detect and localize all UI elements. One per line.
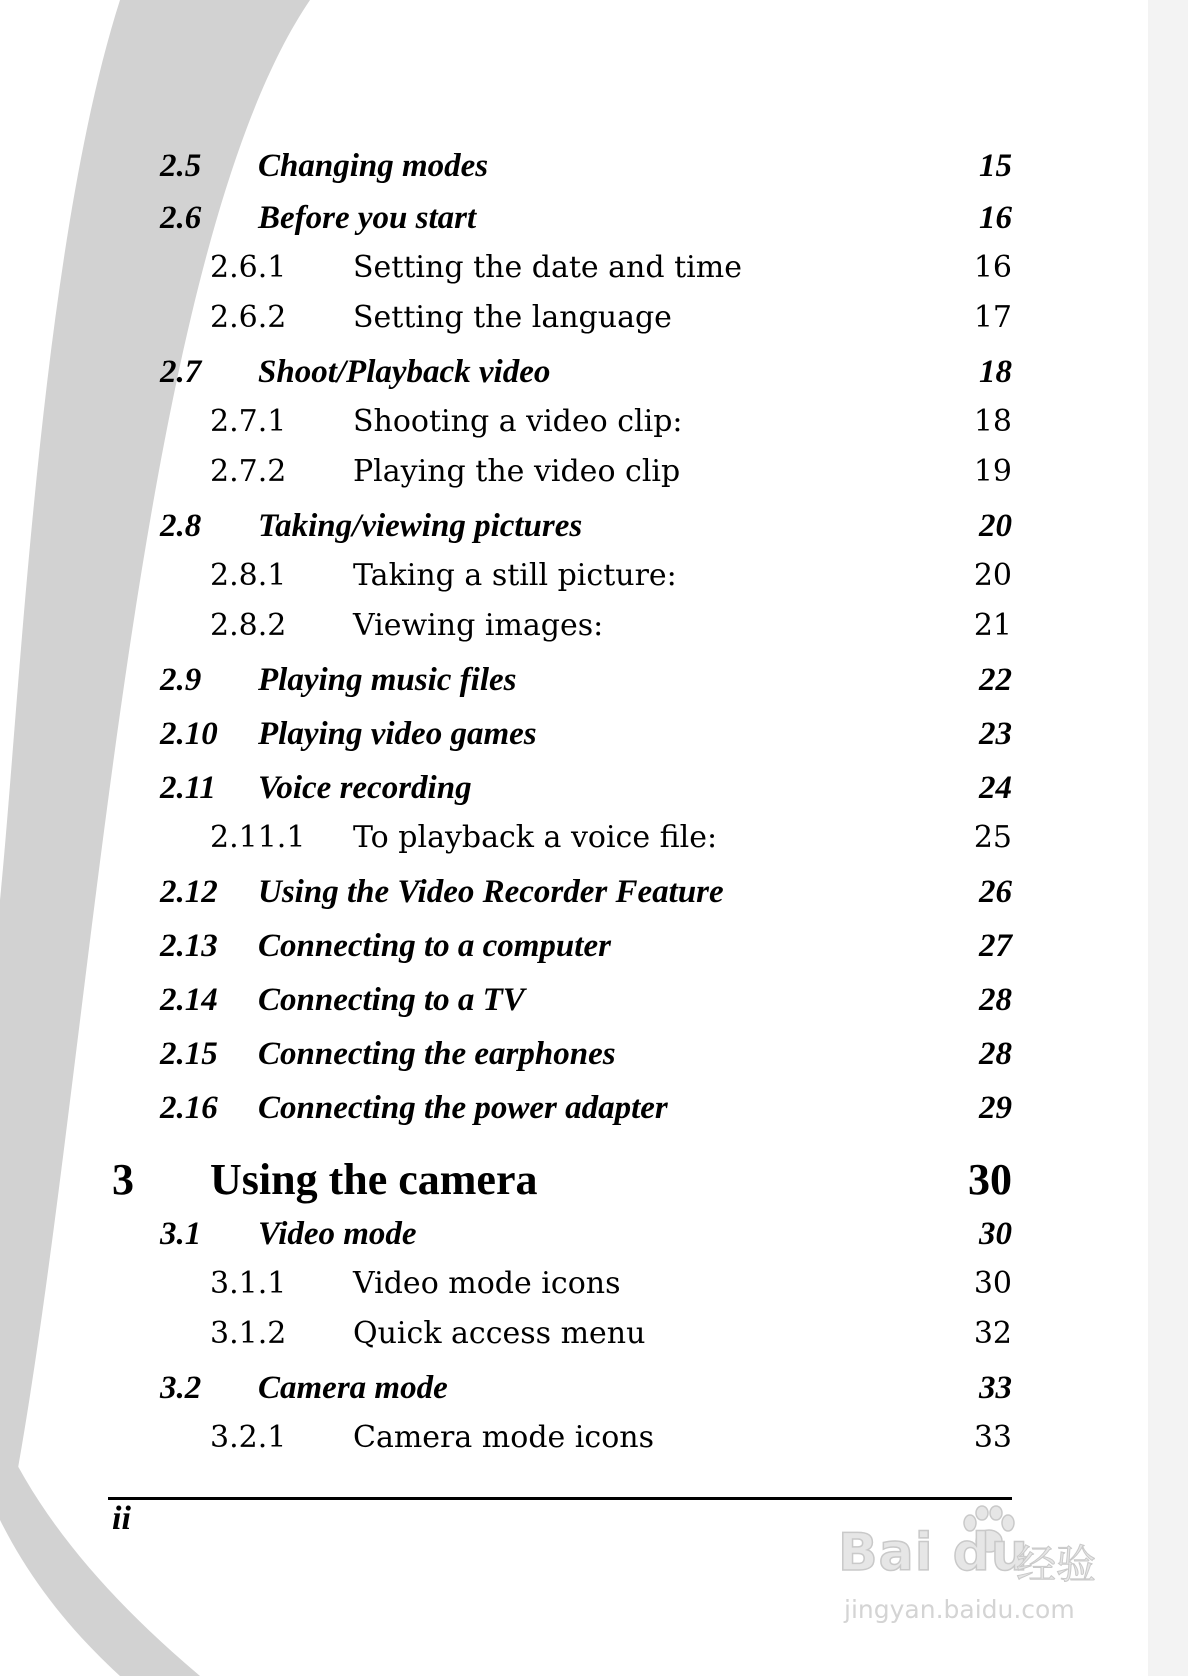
toc-entry-3[interactable] bbox=[112, 1154, 1012, 1210]
toc-page: 18 bbox=[973, 404, 1012, 439]
toc-number: 2.9 bbox=[160, 662, 202, 698]
toc-page: 33 bbox=[979, 1370, 1012, 1406]
footer-rule bbox=[108, 1497, 1012, 1500]
watermark-logo-text: Bai du bbox=[838, 1523, 1029, 1583]
toc-page: 21 bbox=[973, 608, 1012, 643]
toc-title: Shoot/Playback video bbox=[258, 354, 551, 390]
toc-page: 22 bbox=[979, 662, 1012, 698]
toc-entry-2-15[interactable] bbox=[160, 1036, 1012, 1080]
toc-page: 15 bbox=[979, 148, 1012, 184]
toc-page: 16 bbox=[979, 200, 1012, 236]
toc-title: Taking a still picture: bbox=[353, 558, 677, 593]
toc-title: To playback a voice file: bbox=[353, 820, 718, 855]
toc-number: 2.8.2 bbox=[210, 608, 287, 643]
toc-title: Changing modes bbox=[258, 148, 489, 184]
toc-entry-2-6[interactable] bbox=[160, 200, 1012, 244]
toc-title: Using the camera bbox=[210, 1155, 538, 1204]
toc-number: 3.2.1 bbox=[210, 1420, 287, 1455]
toc-entry-2-8-2[interactable] bbox=[210, 608, 1012, 652]
toc-entry-2-5[interactable] bbox=[160, 148, 1012, 192]
toc-number: 2.6.2 bbox=[210, 300, 287, 335]
toc-page: 33 bbox=[973, 1420, 1012, 1455]
toc-number: 2.15 bbox=[160, 1036, 218, 1072]
toc-number: 2.13 bbox=[160, 928, 218, 964]
toc-page: 20 bbox=[979, 508, 1012, 544]
toc-page: 26 bbox=[979, 874, 1012, 910]
toc-title: Playing the video clip bbox=[353, 454, 681, 489]
toc-entry-2-11-1[interactable] bbox=[210, 820, 1012, 864]
toc-page: 25 bbox=[973, 820, 1012, 855]
toc-title: Using the Video Recorder Feature bbox=[258, 874, 724, 910]
toc-number: 3.1 bbox=[160, 1216, 202, 1252]
toc-number: 2.11 bbox=[160, 770, 216, 806]
toc-page: 32 bbox=[973, 1316, 1012, 1351]
toc-number: 2.6 bbox=[160, 200, 202, 236]
toc-number: 2.5 bbox=[160, 148, 202, 184]
toc-entry-2-7-2[interactable] bbox=[210, 454, 1012, 498]
toc-title: Taking/viewing pictures bbox=[258, 508, 583, 544]
toc-page: 29 bbox=[979, 1090, 1012, 1126]
toc-number: 2.7.2 bbox=[210, 454, 287, 489]
baidu-watermark bbox=[838, 1505, 1138, 1635]
toc-page: 28 bbox=[979, 1036, 1012, 1072]
toc-title: Connecting to a TV bbox=[258, 982, 525, 1018]
toc-entry-2-7-1[interactable] bbox=[210, 404, 1012, 448]
toc-page: 24 bbox=[979, 770, 1012, 806]
toc-number: 3.2 bbox=[160, 1370, 202, 1406]
toc-number: 2.12 bbox=[160, 874, 218, 910]
toc-number: 2.14 bbox=[160, 982, 218, 1018]
toc-title: Quick access menu bbox=[353, 1316, 646, 1351]
watermark-url: jingyan.baidu.com bbox=[844, 1595, 1075, 1624]
toc-page: 17 bbox=[973, 300, 1012, 335]
toc-entry-2-8-1[interactable] bbox=[210, 558, 1012, 602]
toc-number: 3.1.2 bbox=[210, 1316, 287, 1351]
toc-entry-3-1-2[interactable] bbox=[210, 1316, 1012, 1360]
toc-number: 2.16 bbox=[160, 1090, 218, 1126]
toc-entry-2-16[interactable] bbox=[160, 1090, 1012, 1134]
toc-page: 18 bbox=[979, 354, 1012, 390]
toc-number: 3.1.1 bbox=[210, 1266, 287, 1301]
toc-entry-2-10[interactable] bbox=[160, 716, 1012, 760]
footer-page-number: ii bbox=[112, 1500, 131, 1537]
toc-title: Camera mode bbox=[258, 1370, 448, 1406]
toc-title: Video mode icons bbox=[353, 1266, 621, 1301]
toc-page: 30 bbox=[973, 1266, 1012, 1301]
toc-number: 2.11.1 bbox=[210, 820, 306, 855]
toc-title: Voice recording bbox=[258, 770, 472, 806]
toc-number: 2.7.1 bbox=[210, 404, 287, 439]
toc-entry-2-6-1[interactable] bbox=[210, 250, 1012, 294]
toc-entry-2-7[interactable] bbox=[160, 354, 1012, 398]
toc-page: 16 bbox=[973, 250, 1012, 285]
toc-entry-2-9[interactable] bbox=[160, 662, 1012, 706]
toc-entry-2-6-2[interactable] bbox=[210, 300, 1012, 344]
toc-page: 28 bbox=[979, 982, 1012, 1018]
toc-title: Playing music files bbox=[258, 662, 517, 698]
toc-number: 3 bbox=[112, 1155, 134, 1204]
toc-entry-3-1-1[interactable] bbox=[210, 1266, 1012, 1310]
toc-entry-2-8[interactable] bbox=[160, 508, 1012, 552]
toc-title: Connecting the earphones bbox=[258, 1036, 616, 1072]
toc-title: Connecting to a computer bbox=[258, 928, 611, 964]
toc-entry-2-12[interactable] bbox=[160, 874, 1012, 918]
watermark-cn-text: 经验 bbox=[1016, 1542, 1096, 1588]
toc-entry-3-2[interactable] bbox=[160, 1370, 1012, 1414]
toc-entry-2-13[interactable] bbox=[160, 928, 1012, 972]
toc-title: Setting the language bbox=[353, 300, 672, 335]
toc-page: 19 bbox=[973, 454, 1012, 489]
toc-page: 30 bbox=[968, 1155, 1012, 1204]
toc-number: 2.6.1 bbox=[210, 250, 287, 285]
toc-number: 2.8 bbox=[160, 508, 202, 544]
toc-title: Viewing images: bbox=[353, 608, 604, 643]
toc-number: 2.7 bbox=[160, 354, 202, 390]
toc-title: Shooting a video clip: bbox=[353, 404, 683, 439]
toc-page: 23 bbox=[979, 716, 1012, 752]
toc-page: 27 bbox=[979, 928, 1012, 964]
toc-title: Video mode bbox=[258, 1216, 417, 1252]
toc-title: Setting the date and time bbox=[353, 250, 742, 285]
toc-entry-2-14[interactable] bbox=[160, 982, 1012, 1026]
toc-number: 2.8.1 bbox=[210, 558, 287, 593]
toc-entry-3-2-1[interactable] bbox=[210, 1420, 1012, 1464]
toc-entry-3-1[interactable] bbox=[160, 1216, 1012, 1260]
toc-title: Connecting the power adapter bbox=[258, 1090, 668, 1126]
toc-page: 20 bbox=[973, 558, 1012, 593]
toc-page: 30 bbox=[979, 1216, 1012, 1252]
toc-title: Playing video games bbox=[258, 716, 537, 752]
toc-title: Camera mode icons bbox=[353, 1420, 654, 1455]
toc-number: 2.10 bbox=[160, 716, 218, 752]
toc-entry-2-11[interactable] bbox=[160, 770, 1012, 814]
toc-title: Before you start bbox=[258, 200, 477, 236]
